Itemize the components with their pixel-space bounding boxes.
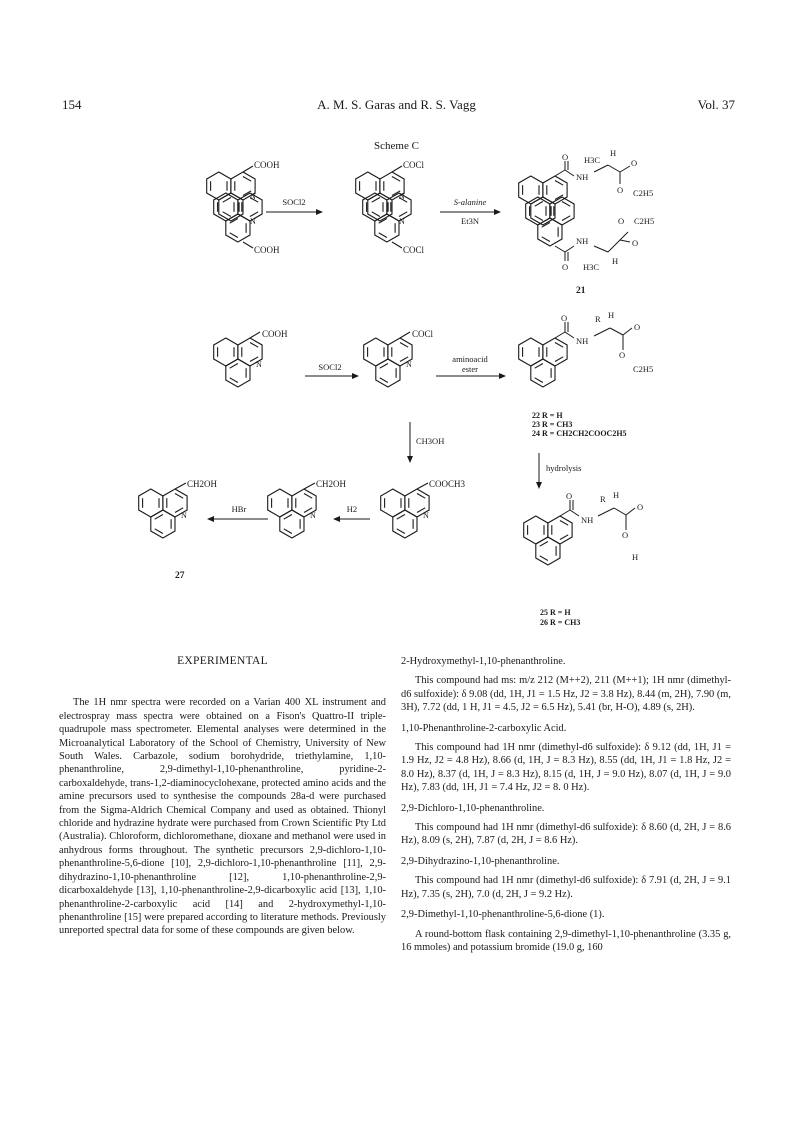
compound-data: This compound had ms: m/z 212 (M++2), 211 (M++1); 1H nmr (dimethyl-d6 sulfoxide): δ 9.08 (dd, 1H, J1 = 1.5 Hz, J2 = 3.8 Hz), 8.44 (m, 2H), 7.90 (m, 3H), 7.72 (dd, 1 H, J1 = 4.5, J2 = 6.5 Hz), 5.41 (br, H-O), 4.89 (s, 2H). [401,675,731,714]
atom-o: O [618,216,625,226]
atom-h: H [610,148,617,158]
atom-o: O [631,158,638,168]
h3c-label: H3C [584,155,601,165]
atom-o: O [622,530,629,540]
atom-o: O [637,502,644,512]
reagent-hydrolysis: hydrolysis [546,463,582,473]
atom-o: O [634,322,641,332]
atom-n: N [256,360,262,369]
reagent-hbr: HBr [231,504,247,514]
h3c-label: H3C [583,262,600,272]
atom-h: H [612,256,619,266]
cocl-label: COCl [403,245,425,255]
scheme-title: Scheme C [374,140,419,152]
reagent-ester: ester [461,364,479,374]
atom-o: O [619,350,626,360]
reagent-socl2: SOCl2 [318,362,342,372]
atom-o: O [632,238,639,248]
compound-list-25: 25 R = H [540,608,571,617]
page-number: 154 [62,97,82,112]
atom-n: N [399,192,405,201]
atom-h: H [632,552,639,562]
running-header-authors: A. M. S. Garas and R. S. Vagg [317,97,476,112]
atom-o: O [566,491,573,501]
compound-data: This compound had 1H nmr (dimethyl-d6 sulfoxide): δ 7.91 (d, 2H, J = 9.1 Hz), 7.35 (s, 2H), 7.0 (d, 2H, J = 9.2 Hz). [401,875,731,900]
left-column [59,655,386,945]
atom-o: O [562,152,569,162]
atom-h: H [608,310,615,320]
reagent-socl2: SOCl2 [282,197,306,207]
atom-h: H [613,490,620,500]
atom-o: O [562,262,569,272]
reagent-et3n: Et3N [461,216,479,226]
atom-o: O [617,185,624,195]
atom-n: N [181,511,187,520]
compound-heading: 1,10-Phenanthroline-2-carboxylic Acid. [401,722,567,734]
compound-label-21: 21 [576,286,586,296]
compound-heading: 2,9-Dichloro-1,10-phenanthroline. [401,802,545,814]
c2h5-label: C2H5 [633,364,654,374]
compound-label-27: 27 [175,571,185,581]
atom-r: R [595,314,601,324]
experimental-paragraph: The 1H nmr spectra were recorded on a Varian 400 XL instrument and electrospray mass spectra were obtained on a Fison's Quattro-II triple-quadrupole mass spectrometer. Elemental analyses were determined in the Microanalytical Laboratory of the School of Chemistry, University of New South Wales. Carbazole, sodium borohydride, triethylamine, 1,10-phenanthroline, 2,9-dimethyl-1,10-phenanthroline, pyridine-2-carboxaldehyde, trans-1,2-diaminocyclohexane, protected amino acids and the amine precursors used to synthesise the compounds 28a-d were purchased from the Sigma-Aldrich Chemical Company and used as obtained. Thionyl chloride and hydrazine hydrate were purchased from Crown Scientific Pty Ltd (Australia). Chloroform, dichloromethane, dioxane and methanol were used in anhydrous forms throughout. The synthetic precursors 2,9-dichloro-1,10-phenanthroline-5,6-dione [10], 2,9-dichloro-1,10-phenanthroline [11], 2,9-dihydrazino-1,10-phenanthroline [12], 1,10-phenanthroline-2,9-dicarboxaldehyde [13], 1,10-phenanthroline-2,9-dicarboxylic acid [13], 1,10-phenanthroline-2-carboxylic acid [14] and 2-hydroxymethyl-1,10-phenanthroline [15] were prepared according to literature methods. Previously unreported spectral data for some of these compounds are given below. [59,697,386,937]
compound-data: This compound had 1H nmr (dimethyl-d6 sulfoxide): δ 8.60 (d, 2H, J = 8.6 Hz), 8.09 (s, 2H), 7.87 (d, 2H, J = 8.6 Hz). [401,822,731,847]
cocl-label: COCl [412,329,434,339]
compound-list-22: 22 R = H [532,411,563,420]
atom-n: N [250,217,256,226]
compound-list-24: 24 R = CH2CH2COOC2H5 [532,429,627,438]
section-title: EXPERIMENTAL [177,655,268,667]
ch2oh-label: CH2OH [316,479,347,489]
volume-label: Vol. 37 [697,97,735,112]
atom-n: N [250,192,256,201]
atom-o: O [561,313,568,323]
cooh-label: COOH [262,329,288,339]
atom-nh: NH [581,515,594,525]
atom-n: N [423,511,429,520]
compound-heading: 2,9-Dihydrazino-1,10-phenanthroline. [401,855,560,867]
compound-list-26: 26 R = CH3 [540,618,581,627]
atom-n: N [310,511,316,520]
ch2oh-label: CH2OH [187,479,218,489]
cooh-label: COOH [254,245,280,255]
atom-nh: NH [576,336,589,346]
reagent-aminoacid: aminoacid [452,354,488,364]
reagent-h2: H2 [346,504,358,514]
cocl-label: COCl [403,160,425,170]
atom-nh: NH [576,172,589,182]
atom-r: R [600,494,606,504]
compound-heading: 2,9-Dimethyl-1,10-phenanthroline-5,6-dione (1). [401,909,605,921]
compound-heading: 2-Hydroxymethyl-1,10-phenanthroline. [401,656,566,667]
cooch3-label: COOCH3 [429,479,466,489]
compound-data: This compound had 1H nmr (dimethyl-d6 sulfoxide): δ 9.12 (dd, 1H, J1 = 1.9 Hz, J2 = 4.8 Hz), 8.66 (d, 1H, J = 8.3 Hz), 8.55 (dd, 1H, J1 = 1.8 Hz, J2 = 8.0 Hz), 8.37 (d, 1H, J = 8.3 Hz), 8.15 (d, 1H, J = 9.0 Hz), 8.07 (d, 1H, J = 9.0 Hz), 7.83 (dd, 1H, J1 = 7.4 Hz, J2 = 8. 0 Hz). [401,742,731,794]
c2h5-label: C2H5 [634,216,655,226]
reagent-s-alanine: S-alanine [453,197,487,207]
right-column [401,655,731,961]
reagent-ch3oh: CH3OH [416,436,445,446]
atom-n: N [406,360,412,369]
atom-n: N [399,217,405,226]
compound-list-23: 23 R = CH3 [532,420,573,429]
atom-nh: NH [576,236,589,246]
cooh-label: COOH [254,160,280,170]
compound-data: A round-bottom flask containing 2,9-dimethyl-1,10-phenanthroline (3.35 g, 16 mmoles) and potassium bromide (19.0 g, 160 [401,928,731,953]
c2h5-label: C2H5 [633,188,654,198]
